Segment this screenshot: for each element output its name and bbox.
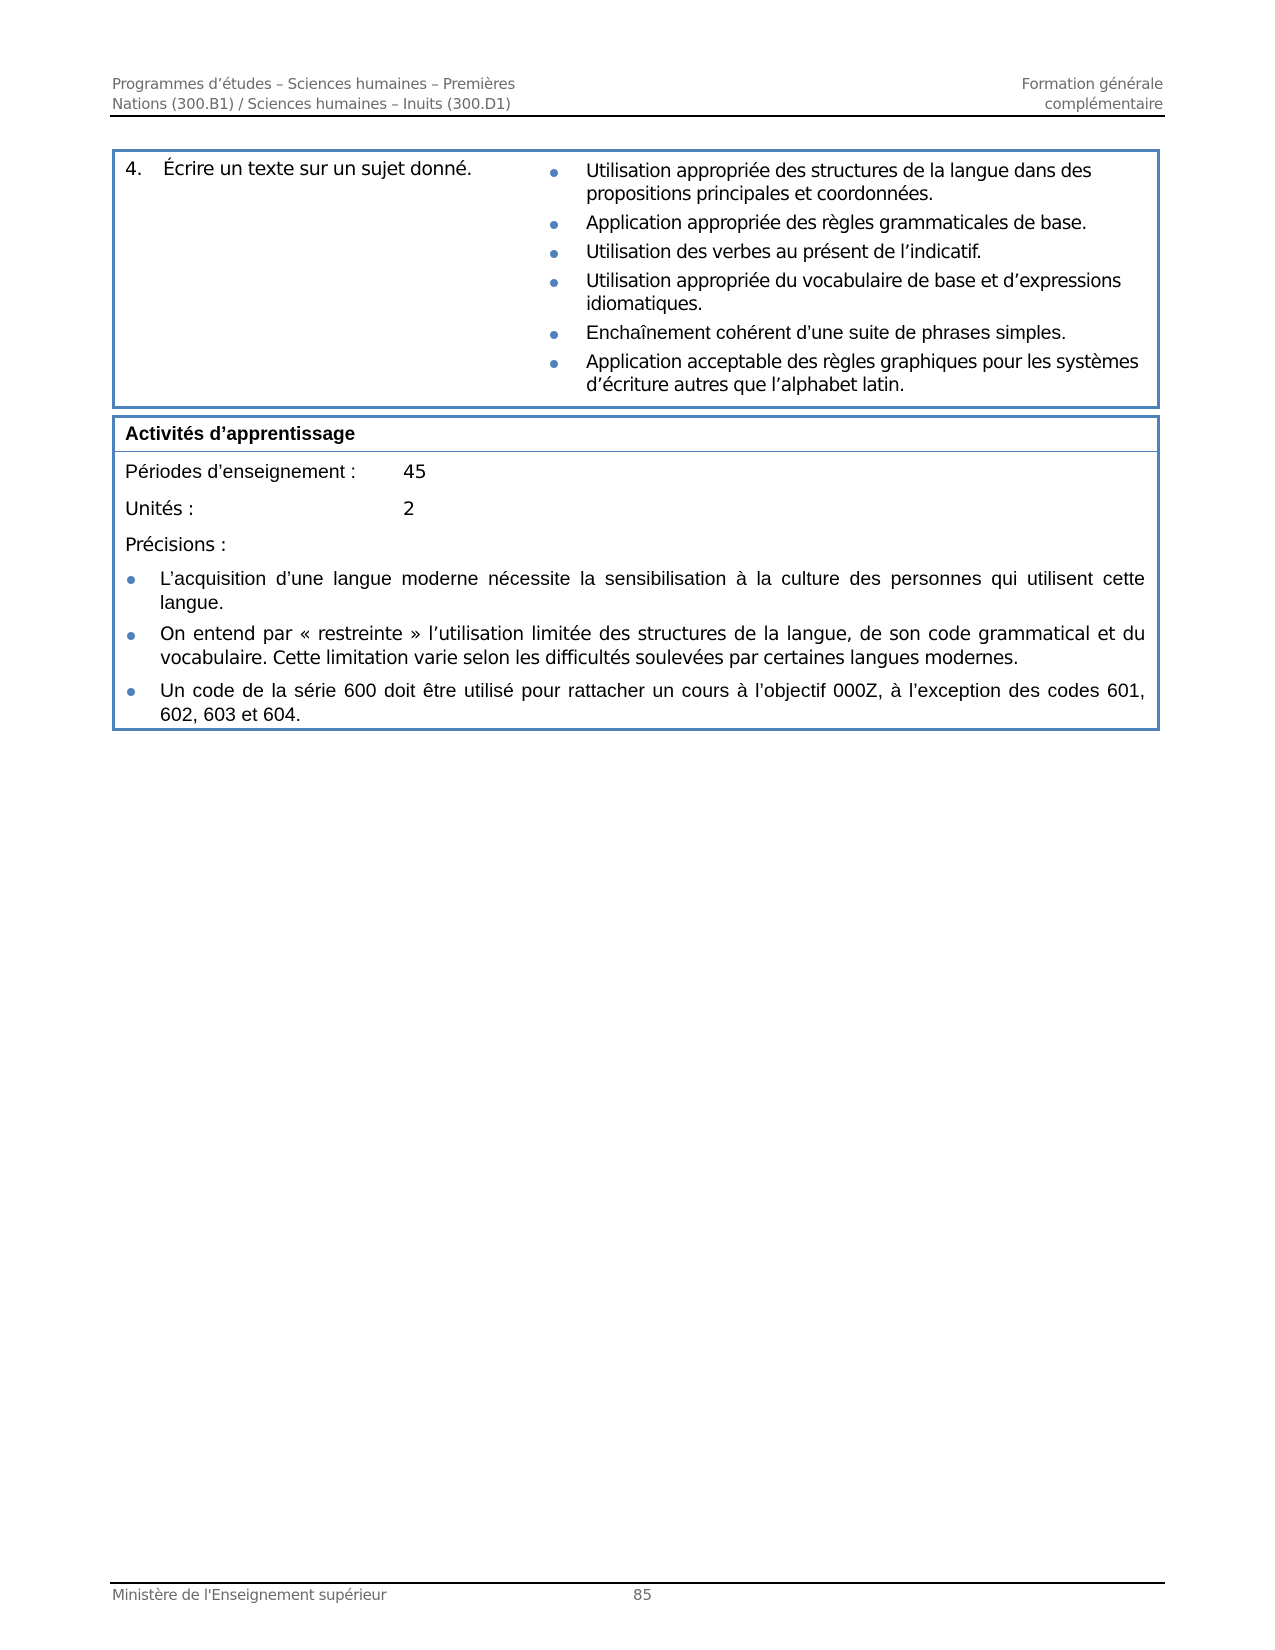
header-left-line-2: Nations (300.B1) / Sciences humaines – Inuits (300.D1) xyxy=(112,95,511,113)
bullet-icon xyxy=(550,279,558,287)
periods-value: 45 xyxy=(403,461,427,483)
bullet-icon xyxy=(550,360,558,368)
criterion-item: Utilisation appropriée du vocabulaire de base et d’expressions idiomatiques. xyxy=(545,270,1145,316)
periods-label: Périodes d’enseignement : xyxy=(125,461,356,483)
page-number: 85 xyxy=(633,1586,653,1604)
activities-title: Activités d’apprentissage xyxy=(115,418,1157,452)
bullet-icon xyxy=(127,688,135,696)
precision-item: L’acquisition d’une langue moderne nécessite la sensibilisation à la culture des personnes qui utilisent cette langue. xyxy=(125,567,1145,615)
objective-statement xyxy=(125,158,472,180)
criterion-item: Application appropriée des règles grammaticales de base. xyxy=(545,212,1145,235)
running-header-right xyxy=(1022,74,1163,114)
header-left-line-1: Programmes d’études – Sciences humaines – Premières xyxy=(112,75,515,93)
criterion-item: Application acceptable des règles graphiques pour les systèmes d’écriture autres que l’alphabet latin. xyxy=(545,351,1145,397)
objective-number: 4. xyxy=(125,158,142,180)
header-rule xyxy=(110,115,1165,117)
bullet-icon xyxy=(550,169,558,177)
units-value: 2 xyxy=(403,498,415,520)
running-header-left xyxy=(112,74,515,114)
bullet-icon xyxy=(550,221,558,229)
precision-item: Un code de la série 600 doit être utilisé pour rattacher un cours à l’objectif 000Z, à l’exception des codes 601, 602, 603 et 604. xyxy=(125,679,1145,727)
header-right-line-2: complémentaire xyxy=(1044,95,1163,113)
criterion-item: Enchaînement cohérent d’une suite de phrases simples. xyxy=(545,322,1145,345)
criterion-item: Utilisation des verbes au présent de l’indicatif. xyxy=(545,241,1145,264)
footer-publisher: Ministère de l'Enseignement supérieur xyxy=(112,1586,387,1604)
bullet-icon xyxy=(127,576,135,584)
precisions-list xyxy=(125,567,1145,735)
bullet-icon xyxy=(550,331,558,339)
objective-text: Écrire un texte sur un sujet donné. xyxy=(163,158,472,180)
periods-row xyxy=(125,461,426,484)
precisions-label: Précisions : xyxy=(125,534,227,556)
bullet-icon xyxy=(127,632,135,640)
criterion-item: Utilisation appropriée des structures de la langue dans des propositions principales et coordonnées. xyxy=(545,160,1145,206)
units-label: Unités : xyxy=(125,498,194,520)
learning-activities-table xyxy=(112,415,1160,731)
performance-criteria-list xyxy=(545,160,1145,403)
precision-item: On entend par « restreinte » l’utilisation limitée des structures de la langue, de son code grammatical et du vocabulaire. Cette limitation varie selon les difficultés soulevées par certaines langues modernes. xyxy=(125,623,1145,671)
bullet-icon xyxy=(550,250,558,258)
units-row xyxy=(125,498,415,520)
objective-table xyxy=(112,149,1160,409)
header-right-line-1: Formation générale xyxy=(1021,75,1163,93)
footer-rule xyxy=(110,1582,1165,1584)
